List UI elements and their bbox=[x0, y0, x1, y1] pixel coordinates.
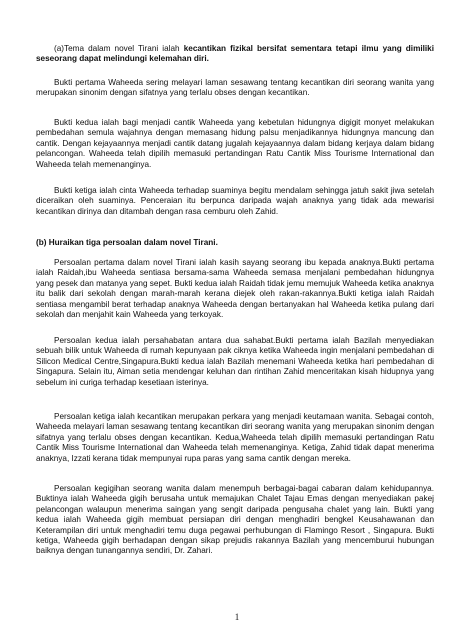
part-b-paragraph-2: Persoalan kedua ialah persahabatan antara dua sahabat.Bukti pertama ialah Bazilah menyediakan sebuah bilik untuk Waheeda di rumah kepunyaan pak ciknya ketika Waheeda ingin menjalani pembedahan di Silicon Medical Centre,Singapura.Bukti kedua ialah Bazilah menemani Waheeda ketika hari pembedahan di Singapura. Selain itu, Aiman setia mendengar keluhan dan rintihan Zahid menceritakan kisah hidupnya yang sebelum ini curiga terhadap kesetiaan isterinya. bbox=[36, 336, 434, 387]
part-a-theme-bold: kecantikan fizikal bersifat sementara tetapi ilmu yang dimiliki seseorang dapat melindungi kelemahan diri. bbox=[36, 44, 435, 64]
part-a-paragraph-3: Bukti ketiga ialah cinta Waheeda terhadap suaminya begitu mendalam sehingga jatuh sakit jiwa setelah diceraikan oleh suaminya. Penceraian itu berpunca daripada wajah anaknya yang tidak ada mewarisi kecantikan dirinya dan ditambah dengan rasa cemburu oleh Zahid. bbox=[36, 186, 434, 216]
part-a-paragraph-2: Bukti kedua ialah bagi menjadi cantik Waheeda yang kebetulan hidungnya digigit monyet melakukan pembedahan semula wajahnya dengan memasang hidung palsu menjadikannya hidungnya mancung dan cantik. Dengan kejayaannya menjadi cantik datang jugalah kejayaannya dalam bidang kerjaya dalam bidang pelancongan. Waheeda telah dipilih memasuki pertandingan Ratu Cantik Miss Tourisme International dan Waheeda telah memenanginya. bbox=[36, 118, 434, 169]
part-b-paragraph-1: Persoalan pertama dalam novel Tirani ialah kasih sayang seorang ibu kepada anaknya.Bukti pertama ialah Raidah,ibu Waheeda sentiasa bersama-sama Waheeda semasa menjalani pembedahan hidungnya yang pesek dan matanya yang sepet. Bukti kedua ialah Raidah tidak jemu memujuk Waheeda ketika anaknya itu balik dari sekolah dengan marah-marah kerana diejek oleh rakan-rakannya.Bukti ketiga ialah Raidah sentiasa mengambil berat terhadap anaknya Waheeda dengan bertanyakan hal Waheeda ketika pulang dari sekolah dan menjahit kain Waheeda yang terkoyak. bbox=[36, 258, 434, 320]
part-b-heading: (b) Huraikan tiga persoalan dalam novel Tirani. bbox=[36, 238, 218, 247]
page-number: 1 bbox=[234, 612, 240, 622]
part-b-paragraph-4: Persoalan kegigihan seorang wanita dalam menempuh berbagai-bagai cabaran dalam kehidupannya. Buktinya ialah Waheeda gigih berusaha untuk memajukan Chalet Tajau Emas dengan menyediakan pakej pelancongan walaupun menerima saingan yang sengit daripada pengusaha chalet yang lain. Bukti yang kedua ialah Waheeda gigih membuat persiapan diri dengan menghadiri bengkel Keusahawanan dan Keterampilan diri untuk menghadiri temu duga pegawai perhubungan di Flamingo Resort , Singapura. Bukti ketiga, Waheeda gigih berhadapan dengan sikap prejudis rakannya Bazilah yang mencemburui hubungan baiknya dengan tunangannya sendiri, Dr. Zahari. bbox=[36, 484, 434, 556]
part-b-paragraph-3: Persoalan ketiga ialah kecantikan merupakan perkara yang menjadi keutamaan wanita. Sebagai contoh, Waheeda melayari laman sesawang tentang kecantikan diri seorang wanita yang merupakan sinonim dengan sifatnya yang terlalu obses dengan kecantikan. Kedua,Waheeda telah dipilih memasuki pertandingan Ratu Cantik Miss Tourisme International dan Waheeda telah memenanginya. Ketiga, Zahid tidak dapat menerima anaknya, Izzati kerana tidak mempunyai rupa paras yang sama cantik dengan mereka. bbox=[36, 412, 434, 463]
part-a-theme bbox=[36, 44, 434, 65]
part-a-lead: (a)Tema dalam novel Tirani ialah bbox=[54, 44, 184, 53]
part-a-paragraph-1: Bukti pertama Waheeda sering melayari laman sesawang tentang kecantikan diri seorang wanita yang merupakan sinonim dengan sifatnya yang terlalu obses dengan kecantikan. bbox=[36, 78, 434, 98]
